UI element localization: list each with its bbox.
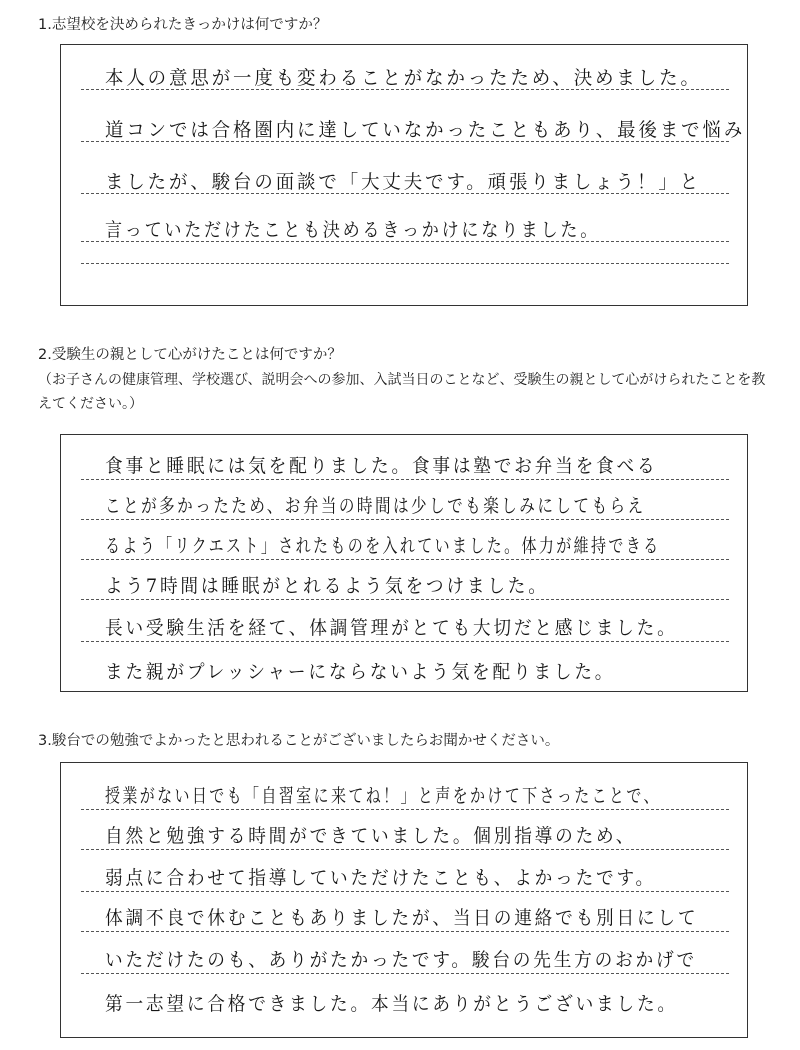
dashed-rule	[81, 849, 729, 850]
answer-2-line-6: また親がプレッシャーにならないよう気を配りました。	[105, 661, 616, 683]
dashed-rule	[81, 263, 729, 264]
dashed-rule	[81, 479, 729, 480]
answer-2-line-5: 長い受験生活を経て、体調管理がとても大切だと感じました。	[105, 617, 678, 639]
answer-box-3	[60, 762, 748, 1038]
question-1-label: 1.志望校を決められたきっかけは何ですか？	[38, 17, 328, 33]
dashed-rule	[81, 973, 729, 974]
answer-box-2	[60, 434, 748, 692]
answer-3-line-5: いただけたのも、ありがたかったです。駿台の先生方のおかげで	[105, 949, 697, 971]
dashed-rule	[81, 931, 729, 932]
answer-2-line-1: 食事と睡眠には気を配りました。食事は塾でお弁当を食べる	[105, 455, 658, 477]
dashed-rule	[81, 559, 729, 560]
answer-3-line-3: 弱点に合わせて指導していただけたことも、よかったです。	[105, 867, 657, 889]
answer-3-line-1: 授業がない日でも「自習室に来てね！」と声をかけて下さったことで、	[105, 785, 661, 807]
answer-3-line-4: 体調不良で休むこともありましたが、当日の連絡でも別日にして	[105, 907, 699, 929]
answer-2-line-4: よう7時間は睡眠がとれるよう気をつけました。	[105, 575, 549, 597]
dashed-rule	[81, 809, 729, 810]
answer-1-line-3: ましたが、駿台の面談で「大丈夫です。頑張りましょう！」と	[105, 171, 702, 193]
question-3-label: 3.駿台での勉強でよかったと思われることがございましたらお聞かせください。	[38, 733, 560, 749]
dashed-rule	[81, 519, 729, 520]
dashed-rule	[81, 891, 729, 892]
answer-1-line-4: 言っていただけたことも決めるきっかけになりました。	[105, 219, 601, 241]
answer-3-line-2: 自然と勉強する時間ができていました。個別指導のため、	[105, 825, 637, 847]
answer-box-1	[60, 44, 748, 306]
answer-2-line-3: るよう「リクエスト」されたものを入れていました。体力が維持できる	[105, 535, 661, 557]
answer-2-line-2: ことが多かったため、お弁当の時間は少しでも楽しみにしてもらえ	[105, 495, 646, 517]
dashed-rule	[81, 599, 729, 600]
answer-3-line-6: 第一志望に合格できました。本当にありがとうございました。	[105, 993, 678, 1015]
answer-1-line-2: 道コンでは合格圏内に達していなかったこともあり、最後まで悩み	[105, 119, 746, 141]
question-2-label: 2.受験生の親として心がけたことは何ですか？	[38, 347, 342, 363]
dashed-rule	[81, 641, 729, 642]
answer-1-line-1: 本人の意思が一度も変わることがなかったため、決めました。	[105, 67, 702, 89]
question-2-note: （お子さんの健康管理、学校選び、説明会への参加、入試当日のことなど、受験生の親として心がけられたことを教えてください。）	[38, 372, 766, 412]
